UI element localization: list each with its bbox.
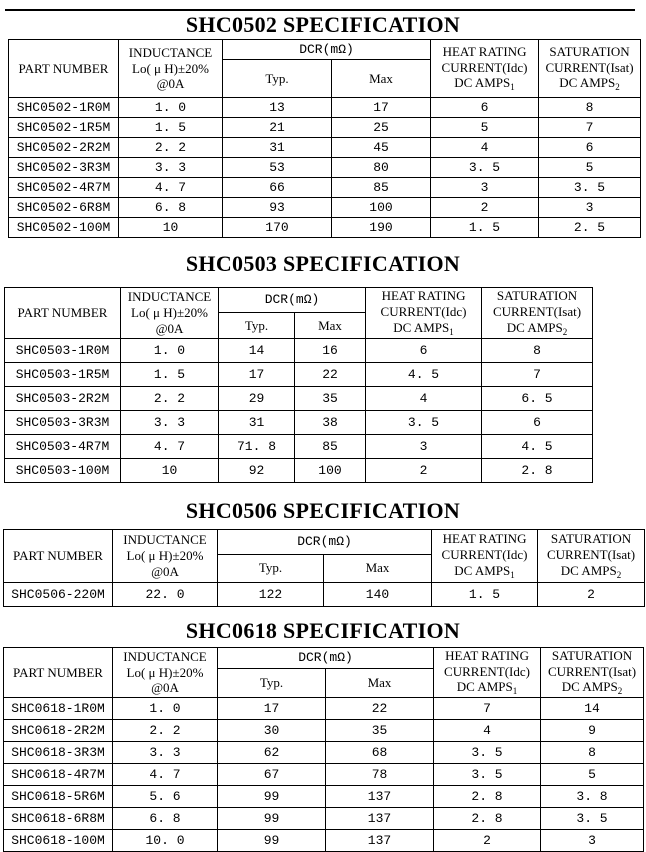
part-number-cell: SHC0618-2R2M <box>4 720 113 742</box>
inductance-cell: 10. 0 <box>113 830 218 852</box>
inductance-cell: 2. 2 <box>113 720 218 742</box>
inductance-cell: 10 <box>119 218 223 238</box>
part-number-cell: SHC0502-2R2M <box>9 138 119 158</box>
part-number-cell: SHC0618-6R8M <box>4 808 113 830</box>
dcr-typ-cell: 53 <box>223 158 332 178</box>
section-title-shc0503: SHC0503 SPECIFICATION <box>185 251 461 276</box>
part-number-cell: SHC0502-4R7M <box>9 178 119 198</box>
inductance-cell: 3. 3 <box>121 410 219 434</box>
dcr-typ-cell: 67 <box>218 764 326 786</box>
dcr-max-cell: 45 <box>332 138 431 158</box>
col-header-part-number: PART NUMBER <box>5 288 121 339</box>
table-row <box>9 98 641 118</box>
heat-line1: HEAT RATING <box>445 647 529 663</box>
inductance-cell: 4. 7 <box>119 178 223 198</box>
col-header-heat-rating <box>366 288 482 339</box>
heat-rating-cell: 3 <box>431 178 539 198</box>
part-number-cell: SHC0503-4R7M <box>5 434 121 458</box>
sat-subscript: 2 <box>615 82 620 93</box>
inductance-cell: 6. 8 <box>113 808 218 830</box>
heat-rating-cell: 1. 5 <box>431 218 539 238</box>
part-number-cell: SHC0503-1R0M <box>5 338 121 362</box>
dcr-max-cell: 137 <box>326 786 434 808</box>
saturation-cell: 7 <box>539 118 641 138</box>
part-number-cell: SHC0618-5R6M <box>4 786 113 808</box>
col-header-saturation <box>541 647 644 698</box>
dcr-max-cell: 16 <box>295 338 366 362</box>
col-header-heat-rating <box>432 529 538 582</box>
inductance-cell: 1. 5 <box>119 118 223 138</box>
col-header-typ: Typ. <box>218 669 326 698</box>
heat-subscript: 1 <box>449 326 454 337</box>
saturation-cell: 3. 5 <box>539 178 641 198</box>
table-row <box>4 808 644 830</box>
heat-rating-cell: 7 <box>434 698 541 720</box>
dcr-typ-cell: 17 <box>219 362 295 386</box>
dcr-typ-cell: 17 <box>218 698 326 720</box>
sat-line2: CURRENT(Isat) <box>492 303 582 319</box>
dcr-max-cell: 22 <box>295 362 366 386</box>
dcr-typ-cell: 66 <box>223 178 332 198</box>
part-number-cell: SHC0502-1R0M <box>9 98 119 118</box>
heat-rating-cell: 3 <box>366 434 482 458</box>
saturation-cell: 7 <box>482 362 593 386</box>
col-header-inductance <box>119 40 223 98</box>
inductance-line1: INDUCTANCE <box>127 289 212 305</box>
heat-rating-cell: 3. 5 <box>431 158 539 178</box>
inductance-line2: Lo( μ H)±20% <box>131 304 208 320</box>
col-header-max: Max <box>324 554 432 582</box>
inductance-cell: 4. 7 <box>121 434 219 458</box>
saturation-cell: 6 <box>482 410 593 434</box>
inductance-line3: @0A <box>151 563 179 579</box>
col-header-typ: Typ. <box>218 554 324 582</box>
heat-rating-cell: 3. 5 <box>366 410 482 434</box>
top-rule <box>5 9 635 11</box>
col-header-heat-rating <box>431 40 539 98</box>
section-title-shc0506: SHC0506 SPECIFICATION <box>185 497 461 523</box>
heat-rating-cell: 4. 5 <box>366 362 482 386</box>
table-row <box>5 434 593 458</box>
heat-rating-cell: 2. 8 <box>434 808 541 830</box>
part-number-cell: SHC0502-1R5M <box>9 118 119 138</box>
inductance-line2: Lo( μ H)±20% <box>126 664 204 680</box>
sat-line2: CURRENT(Isat) <box>546 546 636 562</box>
table-row <box>4 764 644 786</box>
dcr-max-cell: 38 <box>295 410 366 434</box>
dcr-max-cell: 85 <box>332 178 431 198</box>
inductance-cell: 1. 0 <box>121 338 219 362</box>
inductance-cell: 3. 3 <box>113 742 218 764</box>
saturation-cell: 3. 8 <box>541 786 644 808</box>
heat-line1: HEAT RATING <box>381 288 466 303</box>
col-header-max: Max <box>326 669 434 698</box>
table-row <box>5 338 593 362</box>
inductance-cell: 1. 0 <box>119 98 223 118</box>
heat-line1: HEAT RATING <box>442 43 527 59</box>
sat-line1: SATURATION <box>550 530 632 546</box>
part-number-cell: SHC0618-3R3M <box>4 742 113 764</box>
col-header-saturation <box>482 288 593 339</box>
dcr-typ-cell: 99 <box>218 808 326 830</box>
inductance-cell: 5. 6 <box>113 786 218 808</box>
inductance-cell: 1. 5 <box>121 362 219 386</box>
inductance-line3: @0A <box>156 76 185 92</box>
col-header-inductance <box>113 647 218 698</box>
section-shc0506 <box>0 499 646 607</box>
sat-line1: SATURATION <box>551 647 633 663</box>
table-row <box>5 386 593 410</box>
col-header-part-number: PART NUMBER <box>9 40 119 98</box>
heat-line1: HEAT RATING <box>442 530 527 546</box>
inductance-cell: 3. 3 <box>119 158 223 178</box>
dcr-max-cell: 100 <box>332 198 431 218</box>
table-row <box>9 158 641 178</box>
sat-line2: CURRENT(Isat) <box>547 663 637 679</box>
saturation-cell: 14 <box>541 698 644 720</box>
table-row <box>9 198 641 218</box>
heat-rating-cell: 2 <box>431 198 539 218</box>
dcr-max-cell: 78 <box>326 764 434 786</box>
saturation-cell: 9 <box>541 720 644 742</box>
saturation-cell: 2. 5 <box>539 218 641 238</box>
heat-rating-cell: 4 <box>431 138 539 158</box>
dcr-max-cell: 17 <box>332 98 431 118</box>
inductance-cell: 2. 2 <box>119 138 223 158</box>
dcr-max-cell: 35 <box>295 386 366 410</box>
heat-line2: CURRENT(Idc) <box>380 303 467 319</box>
inductance-line2: Lo( μ H)±20% <box>132 60 209 76</box>
table-row <box>4 720 644 742</box>
heat-rating-cell: 6 <box>366 338 482 362</box>
inductance-line3: @0A <box>155 320 184 336</box>
col-header-dcr: DCR(mΩ) <box>218 529 432 554</box>
table-row <box>4 786 644 808</box>
saturation-cell: 3. 5 <box>541 808 644 830</box>
saturation-cell: 2 <box>538 582 645 606</box>
dcr-typ-cell: 29 <box>219 386 295 410</box>
part-number-cell: SHC0503-2R2M <box>5 386 121 410</box>
heat-line3: DC AMPS <box>456 679 513 695</box>
header-row-1 <box>5 288 593 313</box>
col-header-max: Max <box>332 60 431 98</box>
inductance-cell: 1. 0 <box>113 698 218 720</box>
dcr-typ-cell: 92 <box>219 458 295 482</box>
inductance-line1: INDUCTANCE <box>123 648 207 664</box>
part-number-cell: SHC0503-3R3M <box>5 410 121 434</box>
dcr-typ-cell: 21 <box>223 118 332 138</box>
inductance-line3: @0A <box>151 680 179 696</box>
sat-line1: SATURATION <box>496 288 578 303</box>
inductance-cell: 6. 8 <box>119 198 223 218</box>
heat-rating-cell: 4 <box>434 720 541 742</box>
part-number-cell: SHC0502-100M <box>9 218 119 238</box>
table-row <box>4 698 644 720</box>
table-row <box>4 742 644 764</box>
part-number-cell: SHC0502-6R8M <box>9 198 119 218</box>
heat-subscript: 1 <box>510 569 515 580</box>
sat-subscript: 2 <box>617 686 623 697</box>
table-row <box>4 582 645 606</box>
inductance-line2: Lo( μ H)±20% <box>126 547 204 563</box>
heat-line3: DC AMPS <box>393 319 450 335</box>
heat-line2: CURRENT(Idc) <box>444 663 530 679</box>
table-row <box>5 410 593 434</box>
col-header-dcr: DCR(mΩ) <box>218 647 434 669</box>
col-header-typ: Typ. <box>219 313 295 338</box>
dcr-max-cell: 140 <box>324 582 432 606</box>
sat-line1: SATURATION <box>549 43 630 59</box>
section-shc0618 <box>0 619 646 852</box>
part-number-cell: SHC0618-100M <box>4 830 113 852</box>
table-row <box>5 458 593 482</box>
part-number-cell: SHC0502-3R3M <box>9 158 119 178</box>
table-row <box>4 830 644 852</box>
heat-rating-cell: 4 <box>366 386 482 410</box>
heat-line2: CURRENT(Idc) <box>441 546 528 562</box>
heat-rating-cell: 6 <box>431 98 539 118</box>
dcr-typ-cell: 31 <box>223 138 332 158</box>
section-shc0502 <box>0 13 646 238</box>
col-header-saturation <box>538 529 645 582</box>
sat-line3: DC AMPS <box>559 75 616 91</box>
saturation-cell: 6 <box>539 138 641 158</box>
table-row <box>9 178 641 198</box>
header-row-1 <box>4 647 644 669</box>
heat-subscript: 1 <box>510 82 515 93</box>
saturation-cell: 8 <box>541 742 644 764</box>
sat-line2: CURRENT(Isat) <box>545 59 634 75</box>
heat-rating-cell: 3. 5 <box>434 764 541 786</box>
inductance-cell: 4. 7 <box>113 764 218 786</box>
saturation-cell: 4. 5 <box>482 434 593 458</box>
heat-subscript: 1 <box>512 686 518 697</box>
spec-table-shc0503 <box>4 287 593 483</box>
table-body-shc0502 <box>9 98 641 238</box>
dcr-typ-cell: 13 <box>223 98 332 118</box>
heat-line3: DC AMPS <box>454 562 511 578</box>
dcr-max-cell: 68 <box>326 742 434 764</box>
dcr-typ-cell: 62 <box>218 742 326 764</box>
dcr-typ-cell: 99 <box>218 830 326 852</box>
dcr-typ-cell: 30 <box>218 720 326 742</box>
table-row <box>9 218 641 238</box>
col-header-dcr: DCR(mΩ) <box>223 40 431 60</box>
col-header-typ: Typ. <box>223 60 332 98</box>
saturation-cell: 6. 5 <box>482 386 593 410</box>
spec-table-shc0618 <box>3 647 644 852</box>
dcr-max-cell: 80 <box>332 158 431 178</box>
part-number-cell: SHC0503-100M <box>5 458 121 482</box>
dcr-typ-cell: 122 <box>218 582 324 606</box>
dcr-typ-cell: 31 <box>219 410 295 434</box>
dcr-max-cell: 190 <box>332 218 431 238</box>
heat-line3: DC AMPS <box>454 75 511 91</box>
col-header-inductance <box>121 288 219 339</box>
dcr-max-cell: 137 <box>326 808 434 830</box>
heat-rating-cell: 2 <box>434 830 541 852</box>
dcr-max-cell: 85 <box>295 434 366 458</box>
saturation-cell: 3 <box>539 198 641 218</box>
part-number-cell: SHC0503-1R5M <box>5 362 121 386</box>
col-header-heat-rating <box>434 647 541 698</box>
heat-rating-cell: 1. 5 <box>432 582 538 606</box>
inductance-cell: 2. 2 <box>121 386 219 410</box>
table-row <box>9 138 641 158</box>
saturation-cell: 2. 8 <box>482 458 593 482</box>
part-number-cell: SHC0618-1R0M <box>4 698 113 720</box>
header-row-1 <box>9 40 641 60</box>
inductance-line1: INDUCTANCE <box>123 531 207 547</box>
sat-subscript: 2 <box>562 326 568 337</box>
part-number-cell: SHC0506-220M <box>4 582 113 606</box>
sat-subscript: 2 <box>616 569 622 580</box>
section-title-shc0618: SHC0618 SPECIFICATION <box>185 617 461 643</box>
inductance-cell: 22. 0 <box>113 582 218 606</box>
dcr-max-cell: 137 <box>326 830 434 852</box>
col-header-inductance <box>113 529 218 582</box>
inductance-line1: INDUCTANCE <box>128 44 213 60</box>
col-header-max: Max <box>295 313 366 338</box>
saturation-cell: 5 <box>539 158 641 178</box>
table-body-shc0506 <box>4 582 645 606</box>
dcr-typ-cell: 71. 8 <box>219 434 295 458</box>
heat-line2: CURRENT(Idc) <box>441 59 528 75</box>
dcr-max-cell: 22 <box>326 698 434 720</box>
col-header-part-number: PART NUMBER <box>4 529 113 582</box>
section-title-shc0502: SHC0502 SPECIFICATION <box>185 12 461 37</box>
dcr-typ-cell: 99 <box>218 786 326 808</box>
table-row <box>5 362 593 386</box>
heat-rating-cell: 5 <box>431 118 539 138</box>
sat-line3: DC AMPS <box>560 562 617 578</box>
spec-table-shc0506 <box>3 529 645 607</box>
heat-rating-cell: 3. 5 <box>434 742 541 764</box>
dcr-max-cell: 25 <box>332 118 431 138</box>
table-body-shc0503 <box>5 338 593 482</box>
dcr-typ-cell: 14 <box>219 338 295 362</box>
saturation-cell: 8 <box>482 338 593 362</box>
spec-table-shc0502 <box>8 39 641 238</box>
saturation-cell: 8 <box>539 98 641 118</box>
saturation-cell: 3 <box>541 830 644 852</box>
part-number-cell: SHC0618-4R7M <box>4 764 113 786</box>
section-shc0503 <box>0 252 646 483</box>
sat-line3: DC AMPS <box>506 319 563 335</box>
dcr-typ-cell: 170 <box>223 218 332 238</box>
dcr-typ-cell: 93 <box>223 198 332 218</box>
inductance-cell: 10 <box>121 458 219 482</box>
table-row <box>9 118 641 138</box>
dcr-max-cell: 100 <box>295 458 366 482</box>
heat-rating-cell: 2 <box>366 458 482 482</box>
col-header-part-number: PART NUMBER <box>4 647 113 698</box>
sat-line3: DC AMPS <box>561 679 618 695</box>
heat-rating-cell: 2. 8 <box>434 786 541 808</box>
dcr-max-cell: 35 <box>326 720 434 742</box>
header-row-1 <box>4 529 645 554</box>
saturation-cell: 5 <box>541 764 644 786</box>
table-body-shc0618 <box>4 698 644 852</box>
col-header-dcr: DCR(mΩ) <box>219 288 366 313</box>
col-header-saturation <box>539 40 641 98</box>
